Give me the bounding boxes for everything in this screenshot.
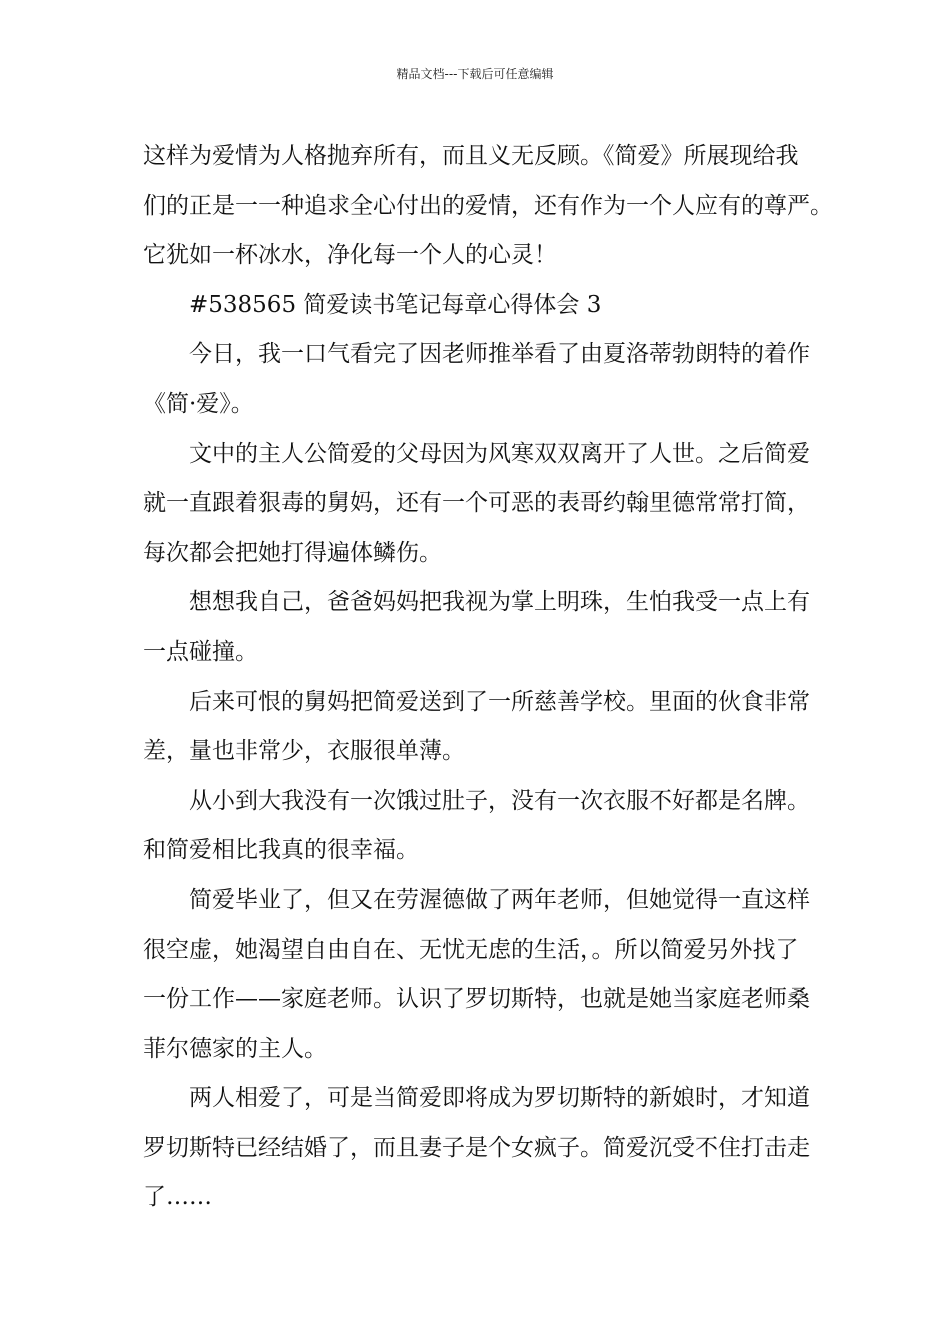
- text-line: 这样为爱情为人格抛弃所有，而且义无反顾。《简爱》所展现给我: [143, 143, 799, 169]
- text-line: 和简爱相比我真的很幸福。: [143, 837, 419, 864]
- text-line: 《简·爱》。: [143, 390, 254, 417]
- paragraph-1: [143, 132, 833, 281]
- text-line: 很空虚，她渴望自由自在、无忧无虑的生活，。所以简爱另外找了: [143, 936, 799, 963]
- paragraph-7: [143, 876, 833, 1074]
- text-line: 两人相爱了，可是当简爱即将成为罗切斯特的新娘时，才知道: [189, 1085, 810, 1112]
- document-body: [143, 132, 833, 1223]
- paragraph-5: [143, 678, 833, 777]
- text-line: 们的正是一一种追求全心付出的爱情，还有作为一个人应有的尊严。: [143, 192, 833, 219]
- text-line: 文中的主人公简爱的父母因为风寒双双离开了人世。之后简爱: [189, 440, 810, 467]
- text-line: 就一直跟着狠毒的舅妈，还有一个可恶的表哥约翰里德常常打简，: [143, 490, 810, 517]
- paragraph-6: [143, 777, 833, 876]
- text-line: 罗切斯特已经结婚了，而且妻子是个女疯子。简爱沉受不住打击走: [143, 1134, 810, 1161]
- text-line: 一点碰撞。: [143, 638, 258, 665]
- text-line: 菲尔德家的主人。: [143, 1035, 327, 1062]
- paragraph-3: [143, 430, 833, 579]
- heading-line: #538565 简爱读书笔记每章心得体会 3: [189, 291, 602, 318]
- section-heading: [143, 281, 833, 331]
- paragraph-4: [143, 578, 833, 677]
- text-line: 今日，我一口气看完了因老师推举看了由夏洛蒂勃朗特的着作: [189, 341, 810, 368]
- page-header: 精品文档---下载后可任意编辑: [396, 67, 554, 81]
- text-line: 差，量也非常少，衣服很单薄。: [143, 738, 465, 765]
- text-line: 后来可恨的舅妈把简爱送到了一所慈善学校。里面的伙食非常: [189, 688, 810, 715]
- paragraph-8: [143, 1074, 833, 1223]
- text-line: 每次都会把她打得遍体鳞伤。: [143, 539, 442, 566]
- text-line: 从小到大我没有一次饿过肚子，没有一次衣服不好都是名牌。: [189, 787, 810, 814]
- text-line: 想想我自己，爸爸妈妈把我视为掌上明珠，生怕我受一点上有: [189, 589, 810, 616]
- text-line: 简爱毕业了，但又在劳渥德做了两年老师，但她觉得一直这样: [189, 886, 810, 913]
- text-line: 了……: [143, 1184, 212, 1211]
- text-line: 一份工作——家庭老师。认识了罗切斯特，也就是她当家庭老师桑: [143, 986, 810, 1013]
- text-line: 它犹如一杯冰水，净化每一个人的心灵！: [143, 242, 557, 269]
- paragraph-2: [143, 330, 833, 429]
